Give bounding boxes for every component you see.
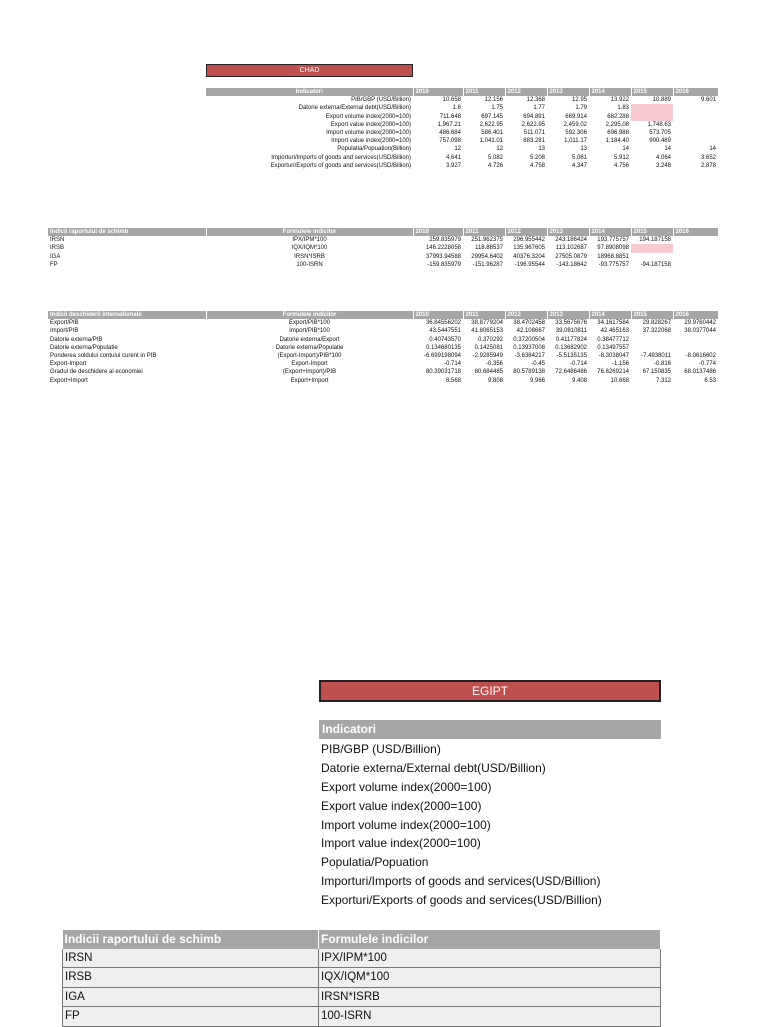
table-cell: 1.6: [452, 105, 461, 112]
table-cell: -196.95544: [514, 261, 545, 268]
table-header-row: [63, 930, 661, 949]
column-header: 2012: [505, 88, 547, 96]
egipt-indicator-item: Exporturi/Exports of goods and services(USD/Billion): [321, 893, 602, 908]
egipt-indicator-item: PIB/GBP (USD/Billion): [321, 742, 441, 756]
table-header-row: [48, 228, 718, 236]
table-cell: 33.5675676: [555, 320, 587, 327]
table-cell: 2,459.02: [563, 121, 587, 128]
table-cell: 37993.94588: [425, 253, 461, 260]
table-cell: 5.082: [487, 154, 503, 161]
table-cell: Export+Import: [50, 377, 88, 384]
table-cell: IRSN*ISRB: [319, 987, 661, 1007]
table-cell: 68.0137486: [684, 369, 716, 376]
table-cell: 113.102687: [555, 245, 587, 252]
table-cell: 42.108667: [516, 328, 545, 335]
table-cell: 682.288: [607, 113, 629, 120]
table-cell: IPX/IPM*100: [292, 237, 327, 244]
table-cell: -93.775757: [598, 261, 629, 268]
table-cell: IRSN*ISRB: [294, 253, 325, 260]
table-row: [206, 121, 718, 129]
table-row: [48, 319, 718, 327]
table-cell: 243.186424: [555, 237, 587, 244]
table-cell: IPX/IPM*100: [319, 949, 661, 968]
column-header: 2013: [547, 228, 589, 236]
table-cell: 100-ISRN: [296, 261, 323, 268]
table-cell: IRSN: [63, 949, 319, 968]
table-cell: 669.914: [565, 113, 587, 120]
table-row: [48, 236, 718, 244]
table-cell: 1,967.21: [437, 121, 461, 128]
table-cell: [673, 113, 718, 121]
table-cell: 0.13937008: [513, 344, 545, 351]
table-cell: (Export-Import)/PIB*100: [277, 353, 342, 360]
table-row: [63, 968, 661, 988]
table-row: [48, 327, 718, 335]
table-cell: [673, 344, 718, 352]
table-cell: 3.652: [700, 154, 716, 161]
table-row: [48, 253, 718, 261]
column-header: 2010: [413, 228, 463, 236]
column-header: Indicii deschiderii internationale: [48, 311, 206, 319]
egipt-exchange-ratio-table: [62, 930, 661, 1027]
table-cell: Import value index(2000=100): [331, 138, 411, 145]
column-header: 2012: [505, 228, 547, 236]
egipt-indicator-item: Populatia/Popuation: [321, 855, 429, 870]
table-row: [48, 344, 718, 352]
column-header: 2013: [547, 311, 589, 319]
table-cell: 10.889: [652, 97, 671, 104]
column-header: 2013: [547, 88, 589, 96]
table-cell: -94.187158: [640, 261, 671, 268]
table-cell: 2,622.95: [479, 121, 503, 128]
table-row: [48, 368, 718, 376]
table-cell: IQX/IQM*100: [291, 245, 328, 252]
table-cell: 7.312: [655, 377, 671, 384]
table-cell: -0.774: [698, 361, 716, 368]
table-row: [206, 96, 718, 104]
table-cell: IRSB: [63, 968, 319, 988]
table-cell: 9.966: [529, 377, 545, 384]
table-row: [48, 261, 718, 269]
table-cell: Gradul de deschidere al economiei: [50, 369, 143, 376]
chad-indicators-table: [206, 88, 719, 170]
table-cell: 38.4702458: [513, 320, 545, 327]
table-cell: IRSB: [50, 245, 65, 252]
table-cell: [631, 104, 673, 112]
table-cell: Import/PIB*100: [289, 328, 330, 335]
table-cell: 10.668: [610, 377, 629, 384]
table-cell: 37.322068: [642, 328, 671, 335]
table-cell: 4.756: [613, 162, 629, 169]
table-cell: Import/PIB: [50, 328, 79, 335]
table-cell: 5.208: [529, 154, 545, 161]
table-cell: 39.0810811: [555, 328, 587, 335]
table-cell: IRSN: [50, 237, 65, 244]
table-cell: Datorie externa/Populatie: [50, 344, 118, 351]
table-row: [48, 336, 718, 344]
table-cell: 1,011.17: [564, 138, 587, 145]
table-cell: 296.955442: [513, 237, 545, 244]
table-cell: 3.248: [655, 162, 671, 169]
table-cell: -3.6384217: [514, 353, 545, 360]
table-cell: [673, 129, 718, 137]
table-row: [48, 352, 718, 360]
column-header: Formulele indicilor: [319, 930, 661, 949]
table-row: [206, 154, 718, 162]
table-cell: 10.658: [442, 97, 461, 104]
table-cell: IQX/IQM*100: [319, 968, 661, 988]
table-row: [206, 129, 718, 137]
table-cell: 27505.0879: [555, 253, 587, 260]
table-cell: -0.356: [485, 361, 503, 368]
table-cell: -8.3038047: [598, 353, 629, 360]
table-cell: 13: [580, 146, 587, 153]
chad-title: CHAD: [206, 64, 413, 77]
table-cell: 41.8065153: [471, 328, 503, 335]
table-cell: [673, 336, 718, 344]
table-cell: 0.134680135: [425, 344, 461, 351]
table-cell: 2,295.08: [605, 121, 629, 128]
column-header: 2014: [589, 88, 631, 96]
table-cell: 694.891: [523, 113, 545, 120]
table-cell: Datorie externa/Export: [279, 336, 340, 343]
table-cell: 1.77: [533, 105, 545, 112]
table-cell: 12.95: [571, 97, 587, 104]
table-cell: 29954.6402: [471, 253, 503, 260]
table-cell: 251.962375: [471, 237, 503, 244]
column-header: 2016: [673, 228, 718, 236]
table-cell: 80.39031718: [425, 369, 461, 376]
column-header: 2011: [463, 88, 505, 96]
column-header: 2015: [631, 311, 673, 319]
table-cell: 29.828267: [642, 320, 671, 327]
table-header-row: [206, 88, 718, 96]
column-header: Formulele indicilor: [206, 311, 413, 319]
table-cell: 36.84556202: [425, 320, 461, 327]
table-cell: -143.18642: [556, 261, 587, 268]
egipt-indicator-item: Export volume index(2000=100): [321, 779, 492, 794]
table-cell: 883.281: [523, 138, 545, 145]
table-cell: 18968.8851: [597, 253, 629, 260]
table-cell: 586.401: [481, 130, 503, 137]
column-header: 2011: [463, 311, 505, 319]
table-cell: -2.9285949: [472, 353, 503, 360]
table-cell: -159.835979: [427, 261, 461, 268]
table-cell: 5.061: [571, 154, 587, 161]
column-header: Indicatori: [206, 88, 413, 96]
table-row: [63, 949, 661, 968]
table-cell: 12.368: [526, 97, 545, 104]
table-cell: 0.37200504: [513, 336, 545, 343]
chad-exchange-ratio-table: [48, 228, 719, 269]
column-header: 2014: [589, 311, 631, 319]
table-cell: 1.79: [575, 105, 587, 112]
table-cell: 1.83: [617, 105, 629, 112]
table-cell: 2,622.95: [521, 121, 545, 128]
table-cell: 0.13497557: [597, 344, 629, 351]
table-header-row: [48, 311, 718, 319]
table-cell: 4.726: [487, 162, 503, 169]
table-cell: 0.40743570: [429, 336, 461, 343]
table-cell: 697.145: [481, 113, 503, 120]
table-cell: Datorie externa/Populatie: [275, 344, 344, 351]
egipt-indicator-item: Export value index(2000=100): [321, 798, 482, 813]
table-cell: 0.370292: [477, 336, 503, 343]
table-cell: 2.878: [700, 162, 716, 169]
column-header: 2010: [413, 311, 463, 319]
table-cell: 9.408: [571, 377, 587, 384]
table-row: [206, 162, 718, 170]
table-cell: 40376.3204: [513, 253, 545, 260]
table-cell: 194.187158: [639, 237, 671, 244]
column-header: 2015: [631, 88, 673, 96]
table-cell: 43.5447551: [429, 328, 461, 335]
table-cell: Import volume index(2000=100): [326, 130, 411, 137]
table-cell: 14: [709, 146, 716, 153]
table-row: [63, 987, 661, 1007]
table-cell: Export/PIB: [50, 320, 79, 327]
table-cell: [631, 344, 673, 352]
table-cell: -0.816: [653, 361, 671, 368]
table-cell: 72.6486486: [555, 369, 587, 376]
table-cell: 1,748.63: [647, 121, 671, 128]
table-cell: 8.568: [445, 377, 461, 384]
table-cell: [673, 244, 718, 252]
table-cell: FP: [63, 1007, 319, 1027]
table-cell: Export-Import: [50, 361, 87, 368]
table-cell: 900.489: [649, 138, 671, 145]
table-cell: 757.098: [439, 138, 461, 145]
table-cell: 696.988: [607, 130, 629, 137]
table-cell: Export volume index(2000=100): [325, 113, 411, 120]
table-cell: [673, 236, 718, 244]
egipt-indicator-item: Import volume index(2000=100): [321, 817, 491, 832]
table-cell: 29.9760442: [684, 320, 716, 327]
table-cell: -1.156: [611, 361, 629, 368]
table-cell: 3.927: [445, 162, 461, 169]
table-cell: Export/PIB*100: [288, 320, 331, 327]
table-cell: 6.53: [704, 377, 716, 384]
egipt-indicator-item: Importuri/Imports of goods and services(USD/Billion): [321, 874, 601, 889]
column-header: 2015: [631, 228, 673, 236]
table-row: [206, 137, 718, 145]
table-cell: 4.347: [571, 162, 587, 169]
table-cell: 12: [496, 146, 503, 153]
table-cell: 259.835979: [429, 237, 461, 244]
table-cell: -151.96287: [472, 261, 503, 268]
table-cell: 76.6269214: [597, 369, 629, 376]
table-cell: 1,041.01: [479, 138, 503, 145]
table-cell: [631, 253, 673, 261]
table-cell: -5.5135135: [556, 353, 587, 360]
table-cell: 42.465163: [600, 328, 629, 335]
table-cell: Ponderea soldului contului curent in PIB: [50, 353, 157, 360]
table-cell: -8.0616602: [685, 353, 716, 360]
column-header: 2011: [463, 228, 505, 236]
column-header: 2012: [505, 311, 547, 319]
table-cell: 0.41177824: [555, 336, 587, 343]
table-cell: 146.2228058: [425, 245, 461, 252]
table-cell: 0.38477712: [597, 336, 629, 343]
table-cell: 12.156: [484, 97, 503, 104]
table-cell: 4.758: [529, 162, 545, 169]
table-cell: 135.967605: [513, 245, 545, 252]
table-cell: 711.648: [439, 113, 461, 120]
table-cell: Populatia/Popuation(Billion): [337, 146, 411, 153]
table-cell: 5.912: [613, 154, 629, 161]
chad-openness-table: [48, 311, 719, 385]
table-cell: 80.5789138: [513, 369, 545, 376]
table-cell: Datorie externa/External debt(USD/Billion): [298, 105, 411, 112]
table-row: [206, 104, 718, 112]
table-cell: 14: [664, 146, 671, 153]
table-cell: 118.88537: [475, 245, 503, 252]
table-cell: 80.684485: [474, 369, 503, 376]
table-cell: -0.714: [443, 361, 461, 368]
table-cell: 34.1617584: [597, 320, 629, 327]
table-cell: 4.641: [445, 154, 461, 161]
table-cell: 1,184.40: [605, 138, 629, 145]
table-cell: [673, 253, 718, 261]
table-cell: 511.071: [523, 130, 545, 137]
column-header: 2016: [673, 88, 718, 96]
table-cell: 4.064: [655, 154, 671, 161]
egipt-indicators-list: [319, 740, 661, 910]
table-cell: IGA: [63, 987, 319, 1007]
table-cell: [673, 137, 718, 145]
table-cell: [631, 336, 673, 344]
table-row: [206, 113, 718, 121]
table-cell: Export-Import: [291, 361, 328, 368]
egipt-indicators-header: Indicatori: [319, 720, 661, 739]
table-cell: 97.8908098: [597, 245, 629, 252]
table-cell: 12: [454, 146, 461, 153]
table-cell: (Export+Import)/PIB: [282, 369, 337, 376]
table-cell: Export value index(2000=100): [330, 121, 411, 128]
table-cell: 9.808: [487, 377, 503, 384]
table-cell: -0.714: [569, 361, 587, 368]
table-cell: 38.8779204: [471, 320, 503, 327]
table-cell: 67.150835: [642, 369, 671, 376]
table-cell: [673, 261, 718, 269]
table-cell: 9.601: [700, 97, 716, 104]
table-cell: PIB/GBP (USD/Billion): [351, 97, 411, 104]
table-cell: 0.13682902: [555, 344, 587, 351]
table-cell: Datorie externa/PIB: [50, 336, 103, 343]
column-header: Indicii raportului de schimb: [48, 228, 206, 236]
table-row: [48, 244, 718, 252]
table-cell: 193.775757: [597, 237, 629, 244]
table-cell: 573.705: [649, 130, 671, 137]
table-cell: -0.45: [531, 361, 545, 368]
table-cell: IGA: [50, 253, 61, 260]
table-cell: [673, 104, 718, 112]
table-cell: 592.306: [565, 130, 587, 137]
table-cell: [673, 121, 718, 129]
column-header: Indicii raportului de schimb: [63, 930, 319, 949]
table-cell: 38.0377044: [684, 328, 716, 335]
table-cell: 1.75: [491, 105, 503, 112]
table-cell: -7.4938011: [641, 353, 671, 360]
column-header: 2014: [589, 228, 631, 236]
table-cell: [631, 113, 673, 121]
table-cell: -6.699198094: [423, 353, 461, 360]
column-header: Formulele indicilor: [206, 228, 413, 236]
table-cell: [631, 244, 673, 252]
table-cell: 0.1425081: [474, 344, 503, 351]
table-row: [48, 377, 718, 385]
column-header: 2016: [673, 311, 718, 319]
egipt-indicator-item: Import value index(2000=100): [321, 836, 481, 851]
table-cell: Importuri/Imports of goods and services(USD/Billion): [271, 154, 411, 161]
table-cell: 100-ISRN: [319, 1007, 661, 1027]
table-cell: Exporturi/Exports of goods and services(USD/Billion): [270, 162, 411, 169]
egipt-title: EGIPT: [319, 680, 661, 702]
table-cell: 14: [622, 146, 629, 153]
column-header: 2010: [413, 88, 463, 96]
table-cell: Export+Import: [290, 377, 329, 384]
table-row: [206, 145, 718, 153]
table-cell: 13: [538, 146, 545, 153]
table-row: [48, 360, 718, 368]
egipt-indicator-item: Datorie externa/External debt(USD/Billion): [321, 760, 546, 775]
table-cell: FP: [50, 261, 58, 268]
table-cell: 486.684: [439, 130, 461, 137]
table-cell: 13.922: [610, 97, 629, 104]
